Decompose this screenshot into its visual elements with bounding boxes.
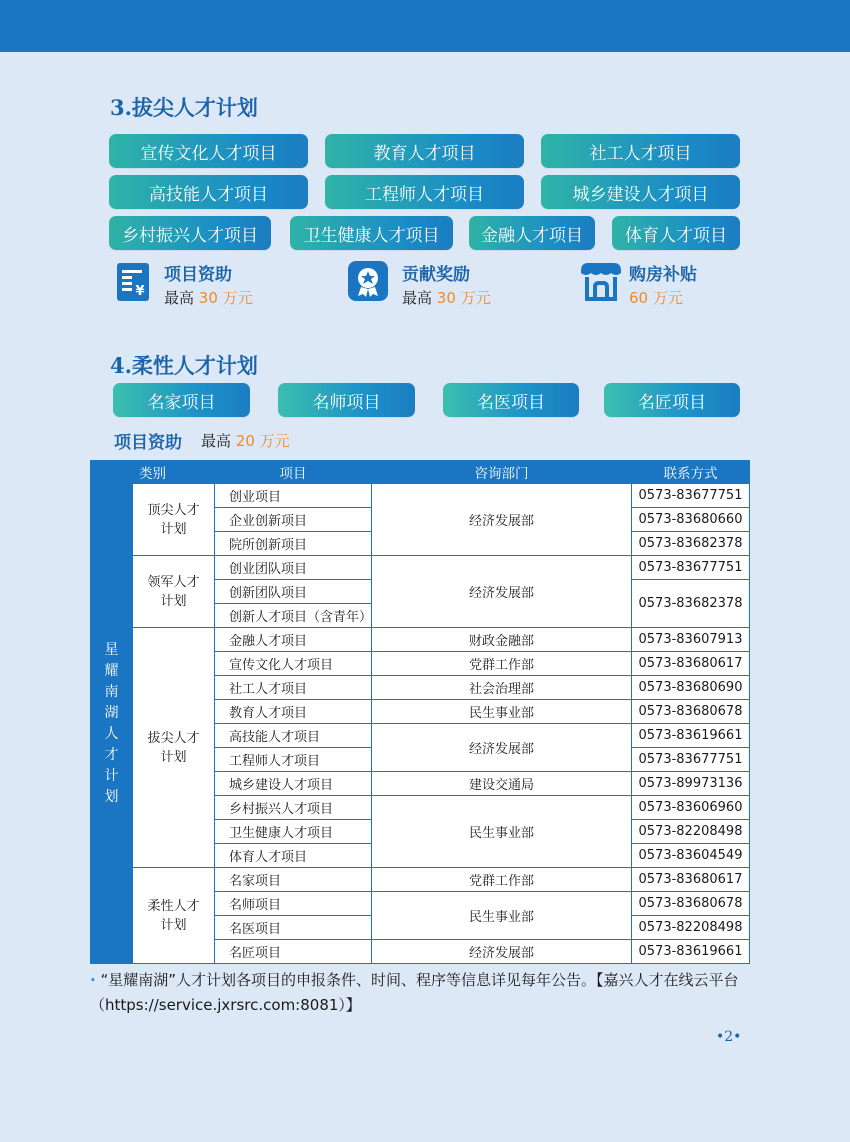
phone-cell: 0573-83680678	[632, 700, 750, 724]
table-header-row	[91, 461, 750, 484]
talent-program-table	[90, 460, 750, 964]
header-department: 咨询部门	[372, 461, 632, 484]
phone-cell: 0573-83677751	[632, 556, 750, 580]
phone-cell: 0573-83677751	[632, 748, 750, 772]
project-cell: 院所创新项目	[215, 532, 372, 556]
project-cell: 宣传文化人才项目	[215, 652, 372, 676]
pill-urban-rural: 城乡建设人才项目	[541, 175, 740, 209]
feature-funding-title: 项目资助	[164, 265, 232, 285]
project-cell: 体育人才项目	[215, 844, 372, 868]
phone-cell: 0573-82208498	[632, 820, 750, 844]
project-cell: 创业团队项目	[215, 556, 372, 580]
document-yuan-icon	[113, 259, 153, 303]
feature-reward-title: 贡献奖励	[402, 265, 470, 285]
table-row	[91, 868, 750, 892]
pill-engineer: 工程师人才项目	[325, 175, 524, 209]
svg-text:¥: ¥	[135, 284, 145, 299]
header-contact: 联系方式	[632, 461, 750, 484]
dept-cell: 经济发展部	[372, 556, 632, 628]
phone-cell: 0573-83680660	[632, 508, 750, 532]
feature-housing-amount: 60 万元	[629, 289, 683, 307]
dept-cell: 经济发展部	[372, 484, 632, 556]
project-cell: 教育人才项目	[215, 700, 372, 724]
dept-cell: 民生事业部	[372, 700, 632, 724]
section-3-title: 3.拔尖人才计划	[110, 95, 258, 120]
feature-housing-title: 购房补贴	[629, 265, 697, 285]
dept-cell: 社会治理部	[372, 676, 632, 700]
project-cell: 创新人才项目（含青年）	[215, 604, 372, 628]
project-cell: 企业创新项目	[215, 508, 372, 532]
header-bar	[0, 0, 850, 52]
phone-cell: 0573-82208498	[632, 916, 750, 940]
pill-famous-teacher: 名师项目	[278, 383, 415, 417]
phone-cell: 0573-83682378	[632, 580, 750, 628]
medal-star-icon	[346, 259, 390, 303]
main-category-cell	[91, 484, 133, 964]
section-4-title: 4.柔性人才计划	[110, 353, 258, 378]
storefront-icon	[578, 259, 624, 303]
phone-cell: 0573-83606960	[632, 796, 750, 820]
pill-famous-doctor: 名医项目	[443, 383, 579, 417]
phone-cell: 0573-89973136	[632, 772, 750, 796]
footnote: · “星耀南湖”人才计划各项目的申报条件、时间、程序等信息详见每年公告。【嘉兴人才在线云平台（https://service.jxrsrc.com:8081）】	[90, 971, 739, 1014]
dept-cell: 财政金融部	[372, 628, 632, 652]
project-cell: 城乡建设人才项目	[215, 772, 372, 796]
project-cell: 创业项目	[215, 484, 372, 508]
project-cell: 社工人才项目	[215, 676, 372, 700]
pill-rural-revival: 乡村振兴人才项目	[109, 216, 271, 250]
project-cell: 卫生健康人才项目	[215, 820, 372, 844]
pill-publicity-culture: 宣传文化人才项目	[109, 134, 308, 168]
phone-cell: 0573-83607913	[632, 628, 750, 652]
project-cell: 金融人才项目	[215, 628, 372, 652]
phone-cell: 0573-83619661	[632, 940, 750, 964]
pill-health: 卫生健康人才项目	[290, 216, 453, 250]
table-row	[91, 484, 750, 508]
dept-cell: 经济发展部	[372, 940, 632, 964]
project-cell: 创新团队项目	[215, 580, 372, 604]
phone-cell: 0573-83680617	[632, 868, 750, 892]
dept-cell: 党群工作部	[372, 652, 632, 676]
pill-education: 教育人才项目	[325, 134, 524, 168]
pill-famous-craftsman: 名匠项目	[604, 383, 740, 417]
dept-cell: 党群工作部	[372, 868, 632, 892]
phone-cell: 0573-83619661	[632, 724, 750, 748]
feature-funding-amount: 最高 30 万元	[164, 289, 253, 307]
phone-cell: 0573-83680690	[632, 676, 750, 700]
project-cell: 名医项目	[215, 916, 372, 940]
dept-cell: 经济发展部	[372, 724, 632, 772]
project-cell: 工程师人才项目	[215, 748, 372, 772]
group-top-talent: 顶尖人才 计划	[133, 484, 215, 556]
pill-sports: 体育人才项目	[612, 216, 740, 250]
pill-social-work: 社工人才项目	[541, 134, 740, 168]
dept-cell: 民生事业部	[372, 796, 632, 868]
dept-cell: 建设交通局	[372, 772, 632, 796]
group-top-notch-talent: 拔尖人才 计划	[133, 628, 215, 868]
project-cell: 名家项目	[215, 868, 372, 892]
feature-reward-amount: 最高 30 万元	[402, 289, 491, 307]
phone-cell: 0573-83604549	[632, 844, 750, 868]
main-category-label: 星 耀 南 湖 人 才 计 划	[104, 641, 119, 805]
group-flexible-talent: 柔性人才 计划	[133, 868, 215, 964]
dept-cell: 民生事业部	[372, 892, 632, 940]
bullet-icon: ·	[90, 971, 96, 989]
group-leading-talent: 领军人才 计划	[133, 556, 215, 628]
phone-cell: 0573-83682378	[632, 532, 750, 556]
project-cell: 名匠项目	[215, 940, 372, 964]
phone-cell: 0573-83680678	[632, 892, 750, 916]
page-number: •2•	[716, 1029, 742, 1045]
pill-high-skill: 高技能人才项目	[109, 175, 308, 209]
header-category: 类别	[91, 461, 215, 484]
phone-cell: 0573-83680617	[632, 652, 750, 676]
project-cell: 乡村振兴人才项目	[215, 796, 372, 820]
section4-funding-amount: 最高 20 万元	[201, 432, 290, 450]
project-cell: 名师项目	[215, 892, 372, 916]
table-row	[91, 628, 750, 652]
project-cell: 高技能人才项目	[215, 724, 372, 748]
pill-famous-expert: 名家项目	[113, 383, 250, 417]
phone-cell: 0573-83677751	[632, 484, 750, 508]
header-project: 项目	[215, 461, 372, 484]
pill-finance: 金融人才项目	[469, 216, 595, 250]
section4-funding-title: 项目资助	[114, 433, 182, 453]
table-row	[91, 556, 750, 580]
